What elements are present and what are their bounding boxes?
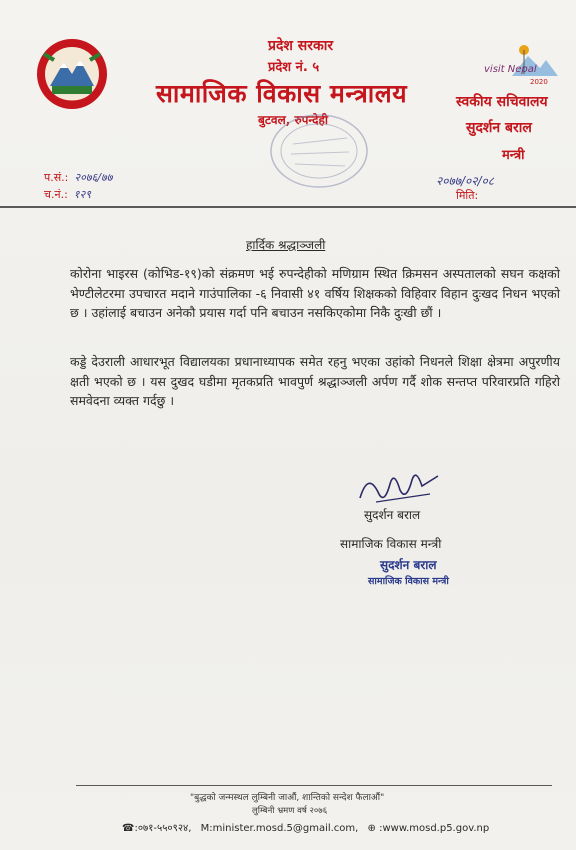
signatory-title: सामाजिक विकास मन्त्री — [340, 537, 442, 551]
nepal-emblem-icon — [34, 36, 110, 112]
phone-text: ☎:०७१-५५०९२४, — [122, 823, 192, 834]
header-government: प्रदेश सरकार — [268, 38, 334, 54]
header-divider — [0, 206, 576, 208]
name-stamp: सुदर्शन बराल — [380, 558, 437, 572]
date-value: २०७७/०२/०८ — [436, 174, 495, 188]
ps-value: २०७६/७७ — [74, 171, 113, 184]
secretariat-title: स्वकीय सचिवालय — [456, 94, 548, 110]
footer-year-note: लुम्बिनी भ्रमण वर्ष २०७६ — [252, 806, 328, 816]
ministry-title: सामाजिक विकास मन्त्रालय — [156, 79, 408, 108]
visit-nepal-logo-icon — [480, 42, 560, 88]
signatory-name: सुदर्शन बराल — [364, 508, 421, 522]
cn-number-row — [44, 187, 91, 202]
email-text: M:minister.mosd.5@gmail.com, — [200, 823, 359, 834]
title-stamp: सामाजिक विकास मन्त्री — [368, 576, 449, 587]
handwritten-signature — [356, 462, 442, 508]
ps-label: प.सं.: — [44, 171, 69, 184]
header-province: प्रदेश नं. ५ — [268, 60, 320, 75]
minister-title-header: मन्त्री — [502, 148, 525, 163]
footer-contact — [122, 820, 495, 834]
body-paragraph-2: कड्डे देउराली आधारभूत विद्यालयका प्रधानाध्यापक समेत रहनु भएका उहांको निधनले शिक्षा क्षेत्रमा अपुरणीय क्षती भएको छ । यस दुखद घडीमा मृतकप्रति भावपुर्ण श्रद्धाञ्जली अर्पण गर्दै शोक सन्तप्त परिवारप्रति गहिरो समवेदना व्यक्त गर्दछु । — [70, 354, 560, 408]
minister-name-header: सुदर्शन बराल — [466, 120, 532, 136]
visit-logo-year: 2020 — [530, 78, 548, 86]
body-paragraph-1: कोरोना भाइरस (कोभिड-१९)को संक्रमण भई रुपन्देहीको मणिग्राम स्थित क्रिमसन अस्पतालको सघन कक्षको भेण्टीलेटरमा उपचारत मदाने गाउंपालिका -६ निवासी ४१ वर्षिय शिक्षकको विहिवार विहान दुःखद निधन भएको छ । उहांलाई बचाउन अनेकौ प्रयास गर्दा पनि बचाउन नसकिएकोमा निकै दुःखी छौं । — [70, 266, 560, 320]
date-label: मिति: — [456, 189, 479, 202]
cn-value: १२९ — [73, 188, 91, 201]
ps-number-row — [44, 170, 112, 185]
ministry-address: बुटवल, रुपन्देही — [258, 113, 328, 127]
office-stamp-icon — [265, 108, 373, 194]
footer-divider — [76, 785, 552, 786]
website-text: ⊕ :www.mosd.p5.gov.np — [367, 823, 490, 834]
cn-label: च.नं.: — [44, 188, 68, 201]
footer-quote: "बुद्धको जन्मस्थल लुम्बिनी जाऔं, शान्तिको सन्देश फैलाऔं" — [190, 793, 385, 803]
visit-logo-text: visit Nepal — [484, 64, 537, 75]
letter-subject: हार्दिक श्रद्धाञ्जली — [246, 238, 326, 252]
